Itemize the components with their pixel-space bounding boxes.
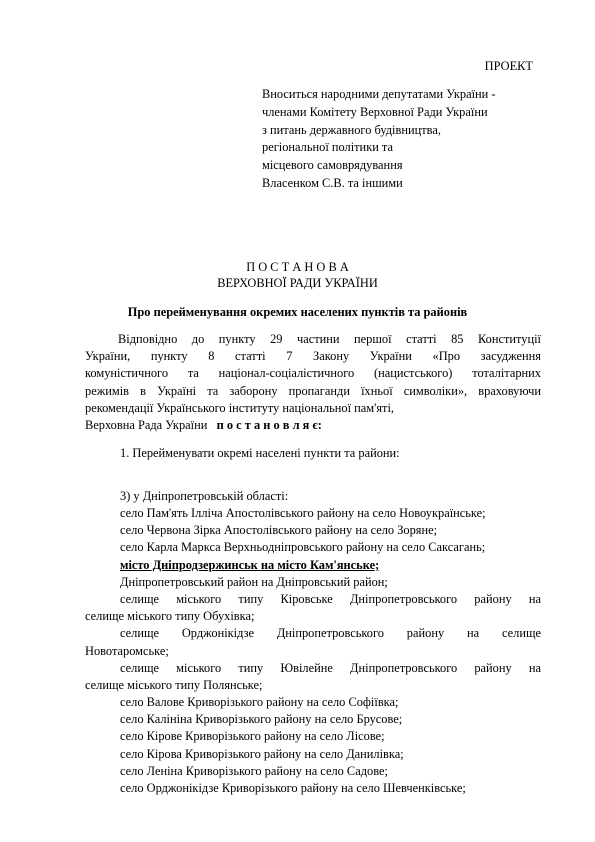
list-item: село Валове Криворізького району на село Софіївка; <box>120 695 399 710</box>
list-item-continuation: селище міського типу Полянське; <box>85 677 263 692</box>
preamble-closing <box>85 417 541 434</box>
preamble-line: Відповідно до пункту 29 частини першої статті 85 Конституції <box>118 332 541 346</box>
document-issuer: ВЕРХОВНОЇ РАДИ УКРАЇНИ <box>217 276 378 290</box>
closing-verb: п о с т а н о в л я є: <box>216 417 322 432</box>
submitted-by-block <box>262 86 496 193</box>
list-item: селище Орджонікідзе Дніпропетровського району на селище <box>120 626 541 641</box>
list-item: село Леніна Криворізького району на село Садове; <box>120 763 388 778</box>
list-item: село Кірове Криворізького району на село Лісове; <box>120 729 385 744</box>
preamble-line: режимів в Україні та заборону пропаганди їхньої символіки», враховуючи <box>85 383 541 398</box>
closing-prefix: Верховна Рада України <box>85 417 208 432</box>
document-type: П О С Т А Н О В А <box>246 260 349 274</box>
list-item-continuation: Новотаромське; <box>85 643 169 658</box>
preamble-line: рекомендації Українського інституту національної пам'яті, <box>85 400 395 415</box>
document-subject: Про перейменування окремих населених пунктів та районів <box>127 305 468 319</box>
preamble-line: комуністичного та націонал-соціалістичного (нацистського) тоталітарних <box>85 366 541 381</box>
list-item-continuation: селище міського типу Обухівка; <box>85 609 255 624</box>
project-label: ПРОЕКТ <box>484 59 533 73</box>
list-item: Дніпропетровський район на Дніпровський район; <box>120 574 388 589</box>
rename-list <box>85 505 541 797</box>
point-1: 1. Перейменувати окремі населені пункти та райони: <box>120 446 400 460</box>
submitted-by-line: з питань державного будівництва, <box>262 122 441 137</box>
preamble <box>85 331 541 434</box>
submitted-by-line: Власенком С.В. та іншими <box>262 175 403 190</box>
document-title <box>0 259 595 291</box>
submitted-by-line: місцевого самоврядування <box>262 158 403 173</box>
submitted-by-line: членами Комітету Верховної Ради України <box>262 104 488 119</box>
list-item: село Карла Маркса Верхньодніпровського району на село Саксагань; <box>120 540 486 555</box>
list-item: село Пам'ять Ілліча Апостолівського району на село Новоукраїнське; <box>120 506 486 520</box>
list-item: село Кірова Криворізького району на село Данилівка; <box>120 746 404 761</box>
list-item: село Орджонікідзе Криворізького району на село Шевченківське; <box>120 781 466 795</box>
submitted-by-line: Вноситься народними депутатами України - <box>262 87 496 101</box>
list-item-highlighted: місто Дніпродзержинськ на місто Кам'янське; <box>120 557 380 572</box>
list-item: село Калініна Криворізького району на село Брусове; <box>120 712 403 727</box>
region-heading: 3) у Дніпропетровській області: <box>120 489 289 503</box>
preamble-line: України, пункту 8 статті 7 Закону України «Про засудження <box>85 349 541 364</box>
list-item: селище міського типу Ювілейне Дніпропетровського району на <box>120 660 541 675</box>
list-item: село Червона Зірка Апостолівського району на село Зоряне; <box>120 523 438 538</box>
list-item: селище міського типу Кіровське Дніпропетровського району на <box>120 591 541 606</box>
submitted-by-line: регіональної політики та <box>262 140 394 155</box>
